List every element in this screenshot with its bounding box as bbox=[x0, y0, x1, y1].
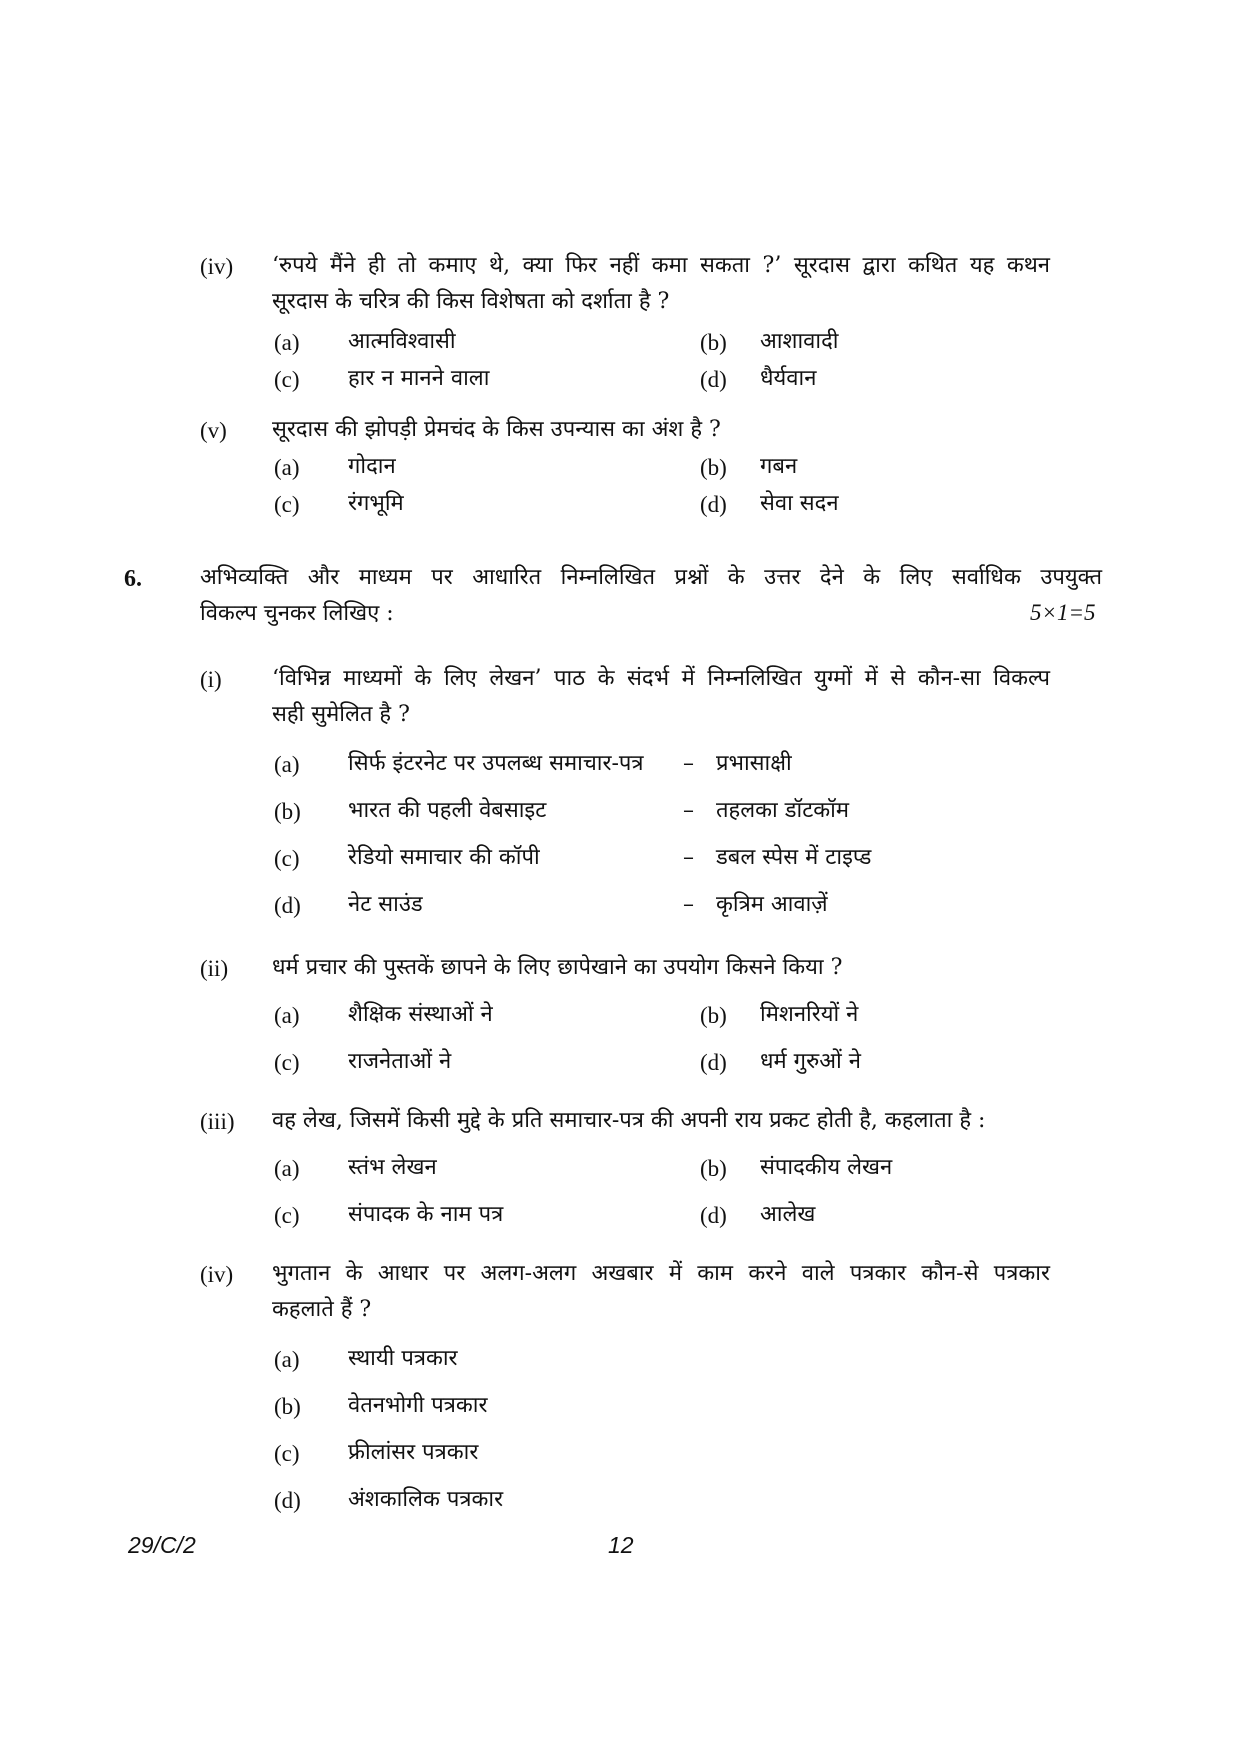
q5-v-text: सूरदास की झोपड़ी प्रेमचंद के किस उपन्यास का अंश है ? bbox=[272, 417, 721, 442]
match-right-text: कृत्रिम आवाज़ें bbox=[716, 892, 828, 917]
option-text: गबन bbox=[760, 454, 798, 479]
option-label: (d) bbox=[274, 1488, 301, 1513]
option-label: (b) bbox=[700, 1156, 727, 1181]
q6-ii-text: धर्म प्रचार की पुस्तकें छापने के लिए छापेखाने का उपयोग किसने किया ? bbox=[272, 955, 843, 980]
option-text: मिशनरियों ने bbox=[760, 1002, 859, 1027]
option-label: (b) bbox=[700, 1003, 727, 1028]
option-text: गोदान bbox=[348, 454, 396, 479]
option-label: (a) bbox=[274, 1156, 300, 1181]
match-right-text: प्रभासाक्षी bbox=[716, 751, 792, 776]
option-label: (d) bbox=[700, 1203, 727, 1228]
option-text: अंशकालिक पत्रकार bbox=[348, 1487, 504, 1512]
match-left-text: सिर्फ इंटरनेट पर उपलब्ध समाचार-पत्र bbox=[348, 751, 644, 776]
option-text: स्तंभ लेखन bbox=[348, 1155, 437, 1180]
q6-iii-number: (iii) bbox=[200, 1109, 235, 1134]
q6-instruction-line2: विकल्प चुनकर लिखिए : bbox=[200, 601, 394, 626]
option-label: (d) bbox=[700, 492, 727, 517]
match-right-text: डबल स्पेस में टाइप्ड bbox=[716, 845, 872, 870]
q6-i-text-line2: सही सुमेलित है ? bbox=[272, 702, 410, 727]
option-text: आलेख bbox=[760, 1202, 816, 1227]
option-text: संपादकीय लेखन bbox=[760, 1155, 893, 1180]
q5-iv-text-line2: सूरदास के चरित्र की किस विशेषता को दर्शाता है ? bbox=[272, 289, 670, 314]
option-text: फ्रीलांसर पत्रकार bbox=[348, 1440, 479, 1465]
option-label: (c) bbox=[274, 1050, 300, 1075]
match-dash: – bbox=[683, 845, 694, 870]
option-text: राजनेताओं ने bbox=[348, 1049, 452, 1074]
option-label: (a) bbox=[274, 330, 300, 355]
option-text: हार न मानने वाला bbox=[348, 366, 490, 391]
option-text: शैक्षिक संस्थाओं ने bbox=[348, 1002, 493, 1027]
match-left-text: नेट साउंड bbox=[348, 892, 423, 917]
q6-ii-number: (ii) bbox=[200, 956, 229, 981]
q6-number: 6. bbox=[124, 566, 142, 592]
match-left-text: भारत की पहली वेबसाइट bbox=[348, 798, 547, 823]
match-dash: – bbox=[683, 798, 694, 823]
match-dash: – bbox=[683, 892, 694, 917]
q6-i-text-line1: ‘विभिन्न माध्यमों के लिए लेखन’ पाठ के संदर्भ में निम्नलिखित युग्मों में से कौन-सा विकल्प bbox=[272, 666, 1050, 691]
match-dash: – bbox=[683, 751, 694, 776]
option-text: सेवा सदन bbox=[760, 491, 839, 516]
q6-iv-number: (iv) bbox=[200, 1262, 234, 1287]
option-label: (b) bbox=[700, 455, 727, 480]
option-label: (b) bbox=[700, 330, 727, 355]
q6-iv-text-line2: कहलाते हैं ? bbox=[272, 1297, 372, 1322]
match-left-text: रेडियो समाचार की कॉपी bbox=[348, 845, 540, 870]
option-text: आशावादी bbox=[760, 329, 839, 354]
q6-i-number: (i) bbox=[200, 667, 222, 692]
page-number: 12 bbox=[608, 1532, 634, 1558]
match-right-text: तहलका डॉटकॉम bbox=[716, 798, 850, 823]
q5-iv-text-line1: ‘रुपये मैंने ही तो कमाए थे, क्या फिर नहीं कमा सकता ?’ सूरदास द्वारा कथित यह कथन bbox=[272, 253, 1050, 278]
option-label: (c) bbox=[274, 1203, 300, 1228]
option-label: (d) bbox=[700, 367, 727, 392]
option-label: (a) bbox=[274, 1347, 300, 1372]
q6-instruction-line1: अभिव्यक्ति और माध्यम पर आधारित निम्नलिखित प्रश्नों के उत्तर देने के लिए सर्वाधिक उपयुक्त bbox=[200, 565, 1102, 590]
option-label: (a) bbox=[274, 455, 300, 480]
q5-iv-number: (iv) bbox=[200, 254, 234, 279]
q6-marks: 5×1=5 bbox=[1030, 600, 1096, 625]
option-text: धैर्यवान bbox=[760, 366, 817, 391]
option-label: (b) bbox=[274, 799, 301, 824]
option-label: (c) bbox=[274, 846, 300, 871]
option-label: (a) bbox=[274, 1003, 300, 1028]
q5-v-number: (v) bbox=[200, 418, 227, 443]
option-label: (a) bbox=[274, 752, 300, 777]
option-text: वेतनभोगी पत्रकार bbox=[348, 1393, 488, 1418]
option-text: रंगभूमि bbox=[348, 491, 404, 516]
option-text: आत्मविश्वासी bbox=[348, 329, 456, 354]
option-label: (d) bbox=[274, 893, 301, 918]
paper-code: 29/C/2 bbox=[128, 1532, 196, 1558]
option-label: (b) bbox=[274, 1394, 301, 1419]
option-text: धर्म गुरुओं ने bbox=[760, 1049, 861, 1074]
option-text: स्थायी पत्रकार bbox=[348, 1346, 458, 1371]
option-text: संपादक के नाम पत्र bbox=[348, 1202, 504, 1227]
option-label: (c) bbox=[274, 367, 300, 392]
q6-iii-text: वह लेख, जिसमें किसी मुद्दे के प्रति समाचार-पत्र की अपनी राय प्रकट होती है, कहलाता है : bbox=[272, 1108, 986, 1133]
option-label: (c) bbox=[274, 1441, 300, 1466]
option-label: (c) bbox=[274, 492, 300, 517]
q6-iv-text-line1: भुगतान के आधार पर अलग-अलग अखबार में काम करने वाले पत्रकार कौन-से पत्रकार bbox=[272, 1261, 1050, 1286]
option-label: (d) bbox=[700, 1050, 727, 1075]
